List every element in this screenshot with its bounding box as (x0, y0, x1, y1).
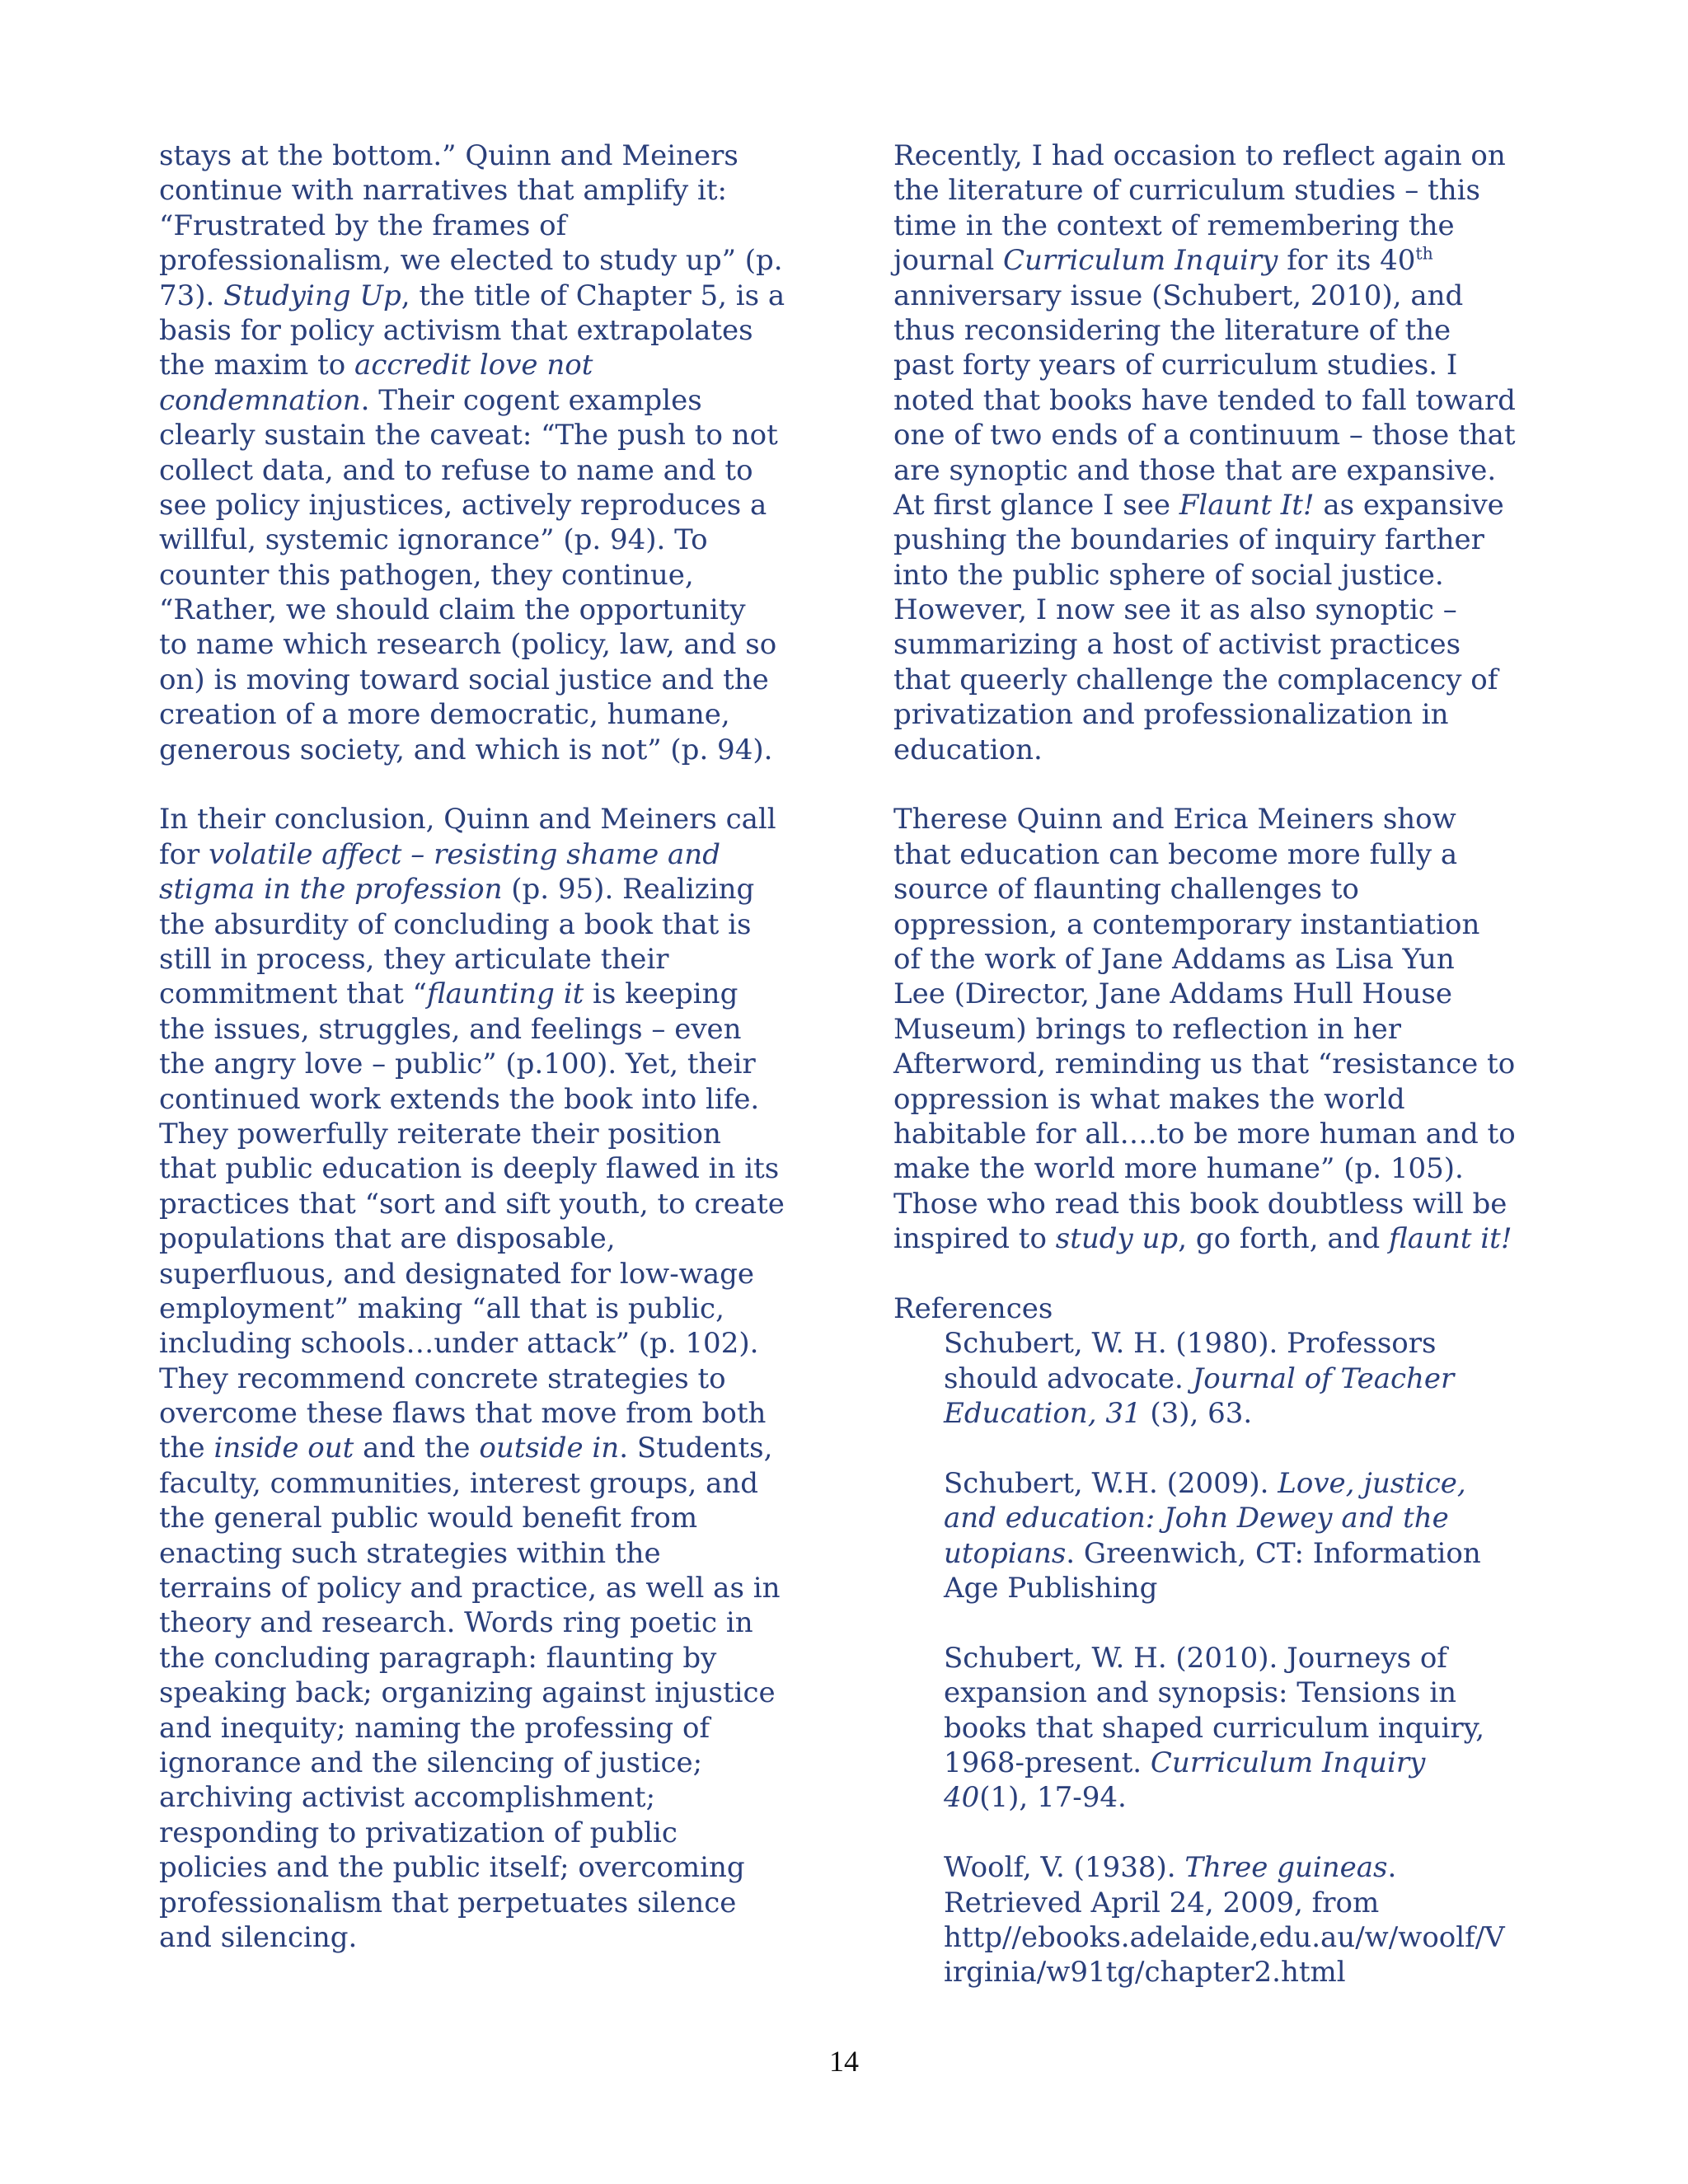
text-segment: including schools…under attack” (p. 102). (159, 1327, 759, 1361)
paragraph-gap (893, 1816, 1545, 1850)
text-segment: that queerly challenge the complacency of (893, 663, 1498, 696)
italic-text: Studying Up (223, 279, 401, 312)
text-line (159, 383, 810, 418)
text-line (159, 837, 810, 872)
text-line (893, 243, 1545, 278)
text-segment: Afterword, reminding us that “resistance to (893, 1047, 1516, 1081)
text-segment: the absurdity of concluding a book that is (159, 907, 752, 941)
text-segment: inspired to (893, 1222, 1056, 1256)
text-segment: http//ebooks.adelaide,edu.au/w/woolf/V (944, 1920, 1505, 1954)
text-line (159, 1117, 810, 1151)
text-line (893, 1012, 1545, 1047)
italic-text: Three guineas (1184, 1851, 1388, 1885)
text-line (159, 209, 810, 243)
text-segment: Age Publishing (944, 1572, 1158, 1605)
text-segment: populations that are disposable, (159, 1222, 616, 1256)
reference-line (893, 1326, 1545, 1361)
text-line (159, 907, 810, 942)
text-segment: References (893, 1291, 1053, 1325)
italic-text: Love, justice, (1278, 1466, 1466, 1500)
text-segment: clearly sustain the caveat: “The push to not (159, 419, 778, 452)
text-line (159, 313, 810, 348)
text-segment: terrains of policy and practice, as well as in (159, 1572, 781, 1605)
text-segment: (1), 17-94. (979, 1781, 1127, 1815)
text-segment: that public education is deeply flawed in its (159, 1152, 780, 1186)
text-segment: commitment that “ (159, 977, 427, 1011)
text-segment: noted that books have tended to fall toward (893, 383, 1516, 417)
text-line (893, 697, 1545, 732)
text-segment: the issues, struggles, and feelings – even (159, 1012, 742, 1046)
text-segment: faculty, communities, interest groups, and (159, 1466, 759, 1500)
text-line (159, 418, 810, 452)
text-line (893, 907, 1545, 942)
text-line (159, 1920, 810, 1955)
text-line (159, 1012, 810, 1047)
text-segment: . (1387, 1851, 1397, 1885)
text-segment: They recommend concrete strategies to (159, 1361, 726, 1395)
text-line (893, 977, 1545, 1011)
text-segment: on) is moving toward social justice and the (159, 663, 769, 696)
text-segment: anniversary issue (Schubert, 2010), and (893, 279, 1464, 312)
text-segment: practices that “sort and sift youth, to create (159, 1187, 785, 1221)
text-line (159, 1431, 810, 1465)
text-line (159, 1536, 810, 1571)
text-segment: the general public would benefit from (159, 1502, 698, 1535)
italic-text: stigma in the profession (159, 873, 503, 907)
text-segment: stays at the bottom.” Quinn and Meiners (159, 139, 738, 172)
text-segment: 1968-present. (944, 1746, 1151, 1779)
text-segment: books that shaped curriculum inquiry, (944, 1711, 1485, 1745)
reference-line (893, 1780, 1545, 1815)
italic-text: inside out (213, 1432, 354, 1465)
italic-text: Education, 31 (944, 1397, 1142, 1431)
text-line (893, 1187, 1545, 1221)
text-line (159, 697, 810, 732)
text-segment: education. (893, 733, 1043, 766)
text-segment: is keeping (584, 977, 738, 1011)
reference-line (893, 1850, 1545, 1885)
text-segment: enacting such strategies within the (159, 1536, 661, 1570)
text-segment: make the world more humane” (p. 105). (893, 1152, 1464, 1186)
text-line (159, 523, 810, 557)
text-line (159, 1082, 810, 1117)
text-segment: as expansive (1314, 488, 1504, 522)
text-segment: and the (354, 1432, 480, 1465)
text-line (159, 138, 810, 173)
text-line (159, 279, 810, 313)
text-line (893, 593, 1545, 627)
text-line (159, 1780, 810, 1815)
text-segment: past forty years of curriculum studies. I (893, 349, 1458, 382)
text-line (159, 627, 810, 662)
text-line (893, 383, 1545, 418)
text-line (893, 173, 1545, 208)
text-segment: 73). (159, 279, 224, 312)
text-line (893, 627, 1545, 662)
reference-line (893, 1466, 1545, 1501)
text-segment: Recently, I had occasion to reflect again on (893, 139, 1506, 172)
text-line (159, 1675, 810, 1710)
text-line (159, 1501, 810, 1535)
text-segment: that education can become more fully a (893, 837, 1458, 871)
text-segment: archiving activist accomplishment; (159, 1781, 656, 1815)
text-segment: policies and the public itself; overcoming (159, 1851, 745, 1885)
text-line (159, 733, 810, 767)
text-segment: and inequity; naming the professing of (159, 1711, 710, 1745)
text-line (893, 872, 1545, 907)
text-segment: basis for policy activism that extrapolates (159, 313, 753, 347)
text-line (159, 1396, 810, 1431)
text-line (893, 279, 1545, 313)
text-segment: . Their cogent examples (360, 383, 702, 417)
text-line (159, 1816, 810, 1850)
text-segment: Woolf, V. (1938). (944, 1851, 1185, 1885)
text-segment: Schubert, W. H. (2010). Journeys of (944, 1641, 1447, 1675)
text-segment: one of two ends of a continuum – those that (893, 419, 1516, 452)
text-segment: ignorance and the silencing of justice; (159, 1746, 703, 1779)
text-line (159, 243, 810, 278)
text-segment: “Rather, we should claim the opportunity (159, 593, 746, 627)
text-segment: the literature of curriculum studies – this (893, 174, 1480, 208)
text-segment: overcome these flaws that move from both (159, 1397, 767, 1431)
text-segment: creation of a more democratic, humane, (159, 698, 730, 732)
text-segment: In their conclusion, Quinn and Meiners call (159, 803, 776, 837)
text-line (159, 942, 810, 977)
text-segment: continued work extends the book into life. (159, 1082, 760, 1116)
paragraph-gap (893, 1605, 1545, 1640)
paragraph-gap (893, 767, 1545, 802)
text-line (893, 733, 1545, 767)
text-segment: the concluding paragraph: flaunting by (159, 1641, 717, 1675)
text-segment: , go forth, and (1178, 1222, 1390, 1256)
paragraph-gap (893, 1431, 1545, 1465)
italic-text: volatile affect – resisting shame and (209, 837, 720, 871)
italic-text: utopians (944, 1536, 1067, 1570)
text-line (893, 942, 1545, 977)
text-line (159, 348, 810, 382)
text-line (893, 313, 1545, 348)
reference-line (893, 1641, 1545, 1675)
text-line (159, 663, 810, 697)
reference-line (893, 1746, 1545, 1780)
text-segment: theory and research. Words ring poetic in (159, 1606, 753, 1640)
text-line (893, 802, 1545, 837)
text-line (159, 1326, 810, 1361)
text-line (893, 1151, 1545, 1186)
text-line (159, 593, 810, 627)
italic-text: Curriculum Inquiry (1150, 1746, 1426, 1779)
text-segment: the maxim to (159, 349, 355, 382)
text-segment: to name which research (policy, law, and so (159, 628, 777, 662)
text-line (159, 1361, 810, 1396)
reference-line (893, 1501, 1545, 1535)
text-segment: They powerfully reiterate their position (159, 1117, 721, 1151)
text-segment: counter this pathogen, they continue, (159, 558, 694, 592)
text-segment: source of flaunting challenges to (893, 873, 1359, 907)
text-line (893, 1221, 1545, 1256)
italic-text: Flaunt It! (1179, 488, 1315, 522)
text-segment: professionalism, we elected to study up” (p. (159, 244, 783, 278)
text-segment: Museum) brings to reflection in her (893, 1012, 1402, 1046)
text-segment: (3), 63. (1141, 1397, 1253, 1431)
text-segment: Schubert, W. H. (1980). Professors (944, 1327, 1437, 1361)
text-segment: for its 40 (1278, 244, 1416, 278)
text-line (893, 453, 1545, 488)
right-column-text (893, 138, 1545, 1990)
text-line (893, 1082, 1545, 1117)
text-segment: Retrieved April 24, 2009, from (944, 1886, 1380, 1919)
reference-line (893, 1675, 1545, 1710)
text-line (159, 1711, 810, 1746)
text-segment: still in process, they articulate their (159, 942, 669, 976)
reference-line (893, 1920, 1545, 1955)
text-segment: see policy injustices, actively reproduces a (159, 488, 767, 522)
text-line (159, 1571, 810, 1605)
text-segment: pushing the boundaries of inquiry farther (893, 523, 1484, 557)
reference-line (893, 1711, 1545, 1746)
text-segment: oppression is what makes the world (893, 1082, 1405, 1116)
text-segment: the angry love – public” (p.100). Yet, their (159, 1047, 756, 1081)
text-segment: “Frustrated by the frames of (159, 209, 567, 242)
text-segment: and silencing. (159, 1920, 358, 1954)
text-line (159, 1850, 810, 1885)
italic-text: condemnation (159, 383, 361, 417)
text-segment: Those who read this book doubtless will be (893, 1187, 1507, 1221)
text-line (893, 663, 1545, 697)
text-line (159, 488, 810, 523)
text-line (159, 1047, 810, 1081)
text-segment: continue with narratives that amplify it: (159, 174, 727, 208)
text-line (159, 977, 810, 1011)
text-line (893, 523, 1545, 557)
italic-text: Curriculum Inquiry (1003, 244, 1278, 278)
text-line (893, 1291, 1545, 1326)
text-segment: thus reconsidering the literature of the (893, 313, 1451, 347)
text-line (159, 1151, 810, 1186)
text-line (893, 348, 1545, 382)
text-segment: , the title of Chapter 5, is a (401, 279, 785, 312)
text-line (893, 138, 1545, 173)
text-segment: irginia/w91tg/chapter2.html (944, 1956, 1346, 1990)
text-segment: of the work of Jane Addams as Lisa Yun (893, 942, 1455, 976)
italic-text: accredit love not (354, 349, 593, 382)
superscript-text: th (1415, 243, 1433, 264)
reference-line (893, 1955, 1545, 1990)
italic-text: study up (1055, 1222, 1179, 1256)
text-segment: the (159, 1432, 214, 1465)
page-number: 14 (829, 2045, 859, 2078)
reference-line (893, 1886, 1545, 1920)
italic-text: flaunting it (426, 977, 584, 1011)
text-segment: oppression, a contemporary instantiation (893, 907, 1480, 941)
reference-line (893, 1536, 1545, 1571)
text-line (159, 1466, 810, 1501)
text-segment: At first glance I see (893, 488, 1179, 522)
text-line (159, 1641, 810, 1675)
text-segment: are synoptic and those that are expansive. (893, 453, 1497, 487)
text-segment: for (159, 837, 209, 871)
text-segment: Lee (Director, Jane Addams Hull House (893, 977, 1452, 1011)
text-segment: professionalism that perpetuates silence (159, 1886, 737, 1919)
text-line (159, 1886, 810, 1920)
text-segment: summarizing a host of activist practices (893, 628, 1461, 662)
text-line (893, 209, 1545, 243)
text-line (159, 802, 810, 837)
italic-text: Journal of Teacher (1192, 1361, 1455, 1395)
left-column-text (159, 138, 810, 1955)
text-line (893, 1117, 1545, 1151)
text-segment: willful, systemic ignorance” (p. 94). To (159, 523, 708, 557)
text-line (159, 558, 810, 593)
text-line (159, 872, 810, 907)
text-line (159, 453, 810, 488)
text-line (159, 1187, 810, 1221)
text-segment: employment” making “all that is public, (159, 1291, 724, 1325)
text-line (893, 558, 1545, 593)
italic-text: outside in (479, 1432, 620, 1465)
text-line (893, 418, 1545, 452)
text-segment: generous society, and which is not” (p. 94). (159, 733, 773, 766)
text-line (893, 837, 1545, 872)
text-segment: expansion and synopsis: Tensions in (944, 1676, 1457, 1710)
text-segment: superfluous, and designated for low-wage (159, 1257, 755, 1291)
paragraph-gap (893, 1257, 1545, 1291)
text-segment: Therese Quinn and Erica Meiners show (893, 803, 1456, 837)
reference-line (893, 1361, 1545, 1396)
text-segment: journal (893, 244, 1004, 278)
paragraph-gap (159, 767, 810, 802)
reference-line (893, 1396, 1545, 1431)
text-line (159, 1746, 810, 1780)
text-line (159, 173, 810, 208)
text-line (159, 1257, 810, 1291)
text-segment: should advocate. (944, 1361, 1193, 1395)
text-segment: Schubert, W.H. (2009). (944, 1466, 1278, 1500)
text-line (159, 1221, 810, 1256)
text-line (159, 1605, 810, 1640)
text-segment: . Students, (619, 1432, 773, 1465)
text-segment: . Greenwich, CT: Information (1066, 1536, 1481, 1570)
italic-text: and education: John Dewey and the (944, 1502, 1449, 1535)
text-line (893, 1047, 1545, 1081)
text-segment: responding to privatization of public (159, 1816, 678, 1849)
reference-line (893, 1571, 1545, 1605)
text-segment: speaking back; organizing against injustice (159, 1676, 776, 1710)
text-segment: (p. 95). Realizing (502, 873, 755, 907)
text-segment: time in the context of remembering the (893, 209, 1455, 242)
text-segment: However, I now see it as also synoptic – (893, 593, 1457, 627)
text-segment: collect data, and to refuse to name and to (159, 453, 753, 487)
italic-text: 40 (944, 1781, 980, 1815)
text-segment: into the public sphere of social justice. (893, 558, 1444, 592)
text-segment: habitable for all….to be more human and to (893, 1117, 1516, 1151)
italic-text: flaunt it! (1389, 1222, 1512, 1256)
text-line (893, 488, 1545, 523)
text-line (159, 1291, 810, 1326)
text-segment: privatization and professionalization in (893, 698, 1449, 732)
